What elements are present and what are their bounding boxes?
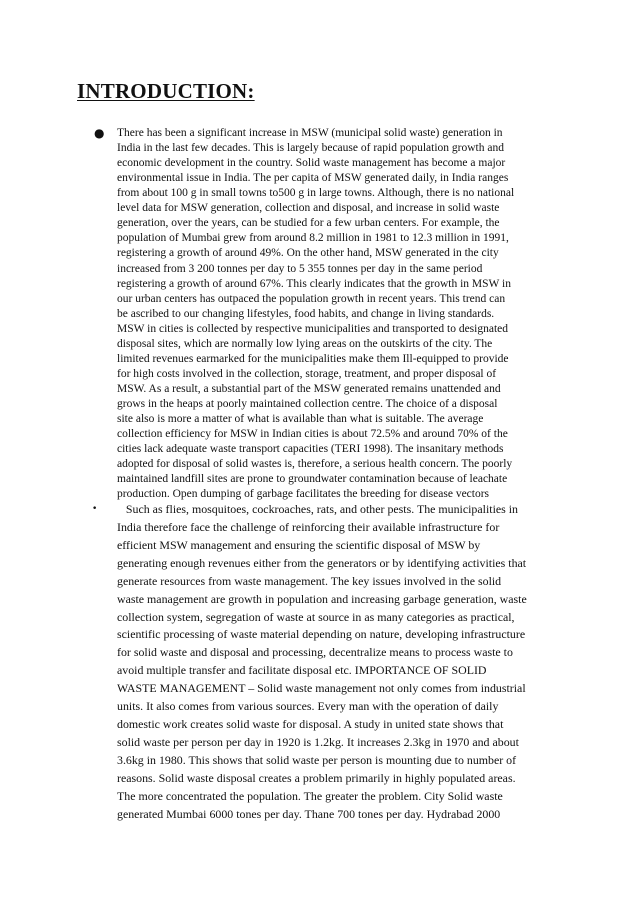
text-line: waste management are growth in population and increasing garbage generation, waste [117,591,527,606]
text-line: maintained landfill sites are prone to groundwater contamination because of leachate [117,473,508,486]
text-line: environmental issue in India. The per capita of MSW generated daily, in India ranges [117,172,509,185]
text-line: generate resources from waste management. The key issues involved in the solid [117,573,502,588]
text-line: generation, over the years, can be studied for a few urban centers. For example, the [117,217,500,230]
introduction-heading: INTRODUCTION: [77,79,255,103]
text-line: avoid multiple transfer and facilitate disposal etc. IMPORTANCE OF SOLID [117,663,487,678]
text-line: solid waste per person per day in 1920 is 1.2kg. It increases 2.3kg in 1970 and about [117,734,519,749]
text-line: generating enough revenues either from the generators or by identifying activities that [117,555,527,570]
text-line: limited revenues earmarked for the municipalities make them Ill-equipped to provide [117,352,509,365]
text-line: There has been a significant increase in MSW (municipal solid waste) generation in [117,127,503,139]
text-line: WASTE MANAGEMENT – Solid waste management not only comes from industrial [117,681,526,696]
text-line: units. It also comes from various sources. Every man with the operation of daily [117,699,499,714]
text-line: domestic work creates solid waste for disposal. A study in united state shows that [117,717,504,732]
text-line: production. Open dumping of garbage facilitates the breeding for disease vectors [117,488,490,501]
text-line: population of Mumbai grew from around 8.2 million in 1981 to 12.3 million in 1991, [117,232,509,245]
text-line: The more concentrated the population. The greater the problem. City Solid waste [117,788,503,803]
text-line: from about 100 g in small towns to500 g in large towns. Although, there is no national [117,187,515,200]
text-line: registering a growth of around 67%. This clearly indicates that the growth in MSW in [117,277,512,290]
text-line: generated Mumbai 6000 tones per day. Thane 700 tones per day. Hydrabad 2000 [117,806,501,821]
text-line: our urban centers has outpaced the population growth in recent years. This trend can [117,292,506,305]
text-line: reasons. Solid waste disposal creates a problem primarily in highly populated areas. [117,770,516,785]
text-line: adopted for disposal of solid wastes is, therefore, a serious health concern. The poorly [117,458,513,471]
text-line: grows in the heaps at poorly maintained collection centre. The choice of a disposal [117,398,498,411]
bullet-dot-icon: • [92,504,98,514]
text-line: collection system, segregation of waste at source in as many categories as practical, [117,609,515,624]
text-line: economic development in the country. Solid waste management has become a major [117,157,506,170]
text-line: Such as flies, mosquitoes, cockroaches, rats, and other pests. The municipalities in [117,502,519,516]
bullet-dot-icon: ● [94,126,105,140]
text-line: scientific processing of waste material depending on nature, developing infrastructure [117,627,526,642]
text-line: level data for MSW generation, collection and disposal, and increase in solid waste [117,202,500,215]
text-line: increased from 3 200 tonnes per day to 5 355 tonnes per day in the same period [117,262,483,275]
text-line: 3.6kg in 1980. This shows that solid waste per person is mounting due to number of [117,752,517,767]
text-line: disposal sites, which are normally low lying areas on the outskirts of the city. The [117,337,493,350]
text-line: registering a growth of around 49%. On the other hand, MSW generated in the city [117,247,499,260]
text-line: for high costs involved in the collection, storage, treatment, and proper disposal of [117,367,497,380]
text-line: MSW. As a result, a substantial part of the MSW generated remains unattended and [117,383,501,396]
text-line: MSW in cities is collected by respective municipalities and transported to designated [117,322,509,335]
text-line: cities lack adequate waste transport capacities (TERI 1998). The insanitary methods [117,443,504,456]
text-line: efficient MSW management and ensuring the scientific disposal of MSW by [117,537,481,552]
text-line: site also is more a matter of what is available than what is suitable. The average [117,413,484,426]
text-line: India therefore face the challenge of reinforcing their available infrastructure for [117,519,500,534]
text-line: for solid waste and disposal and processing, decentralize means to process waste to [117,645,513,660]
text-line: be ascribed to our changing lifestyles, food habits, and change in living standards. [117,307,495,320]
text-line: collection efficiency for MSW in Indian cities is about 72.5% and around 70% of the [117,428,508,441]
text-line: India in the last few decades. This is largely because of rapid population growth and [117,142,504,155]
